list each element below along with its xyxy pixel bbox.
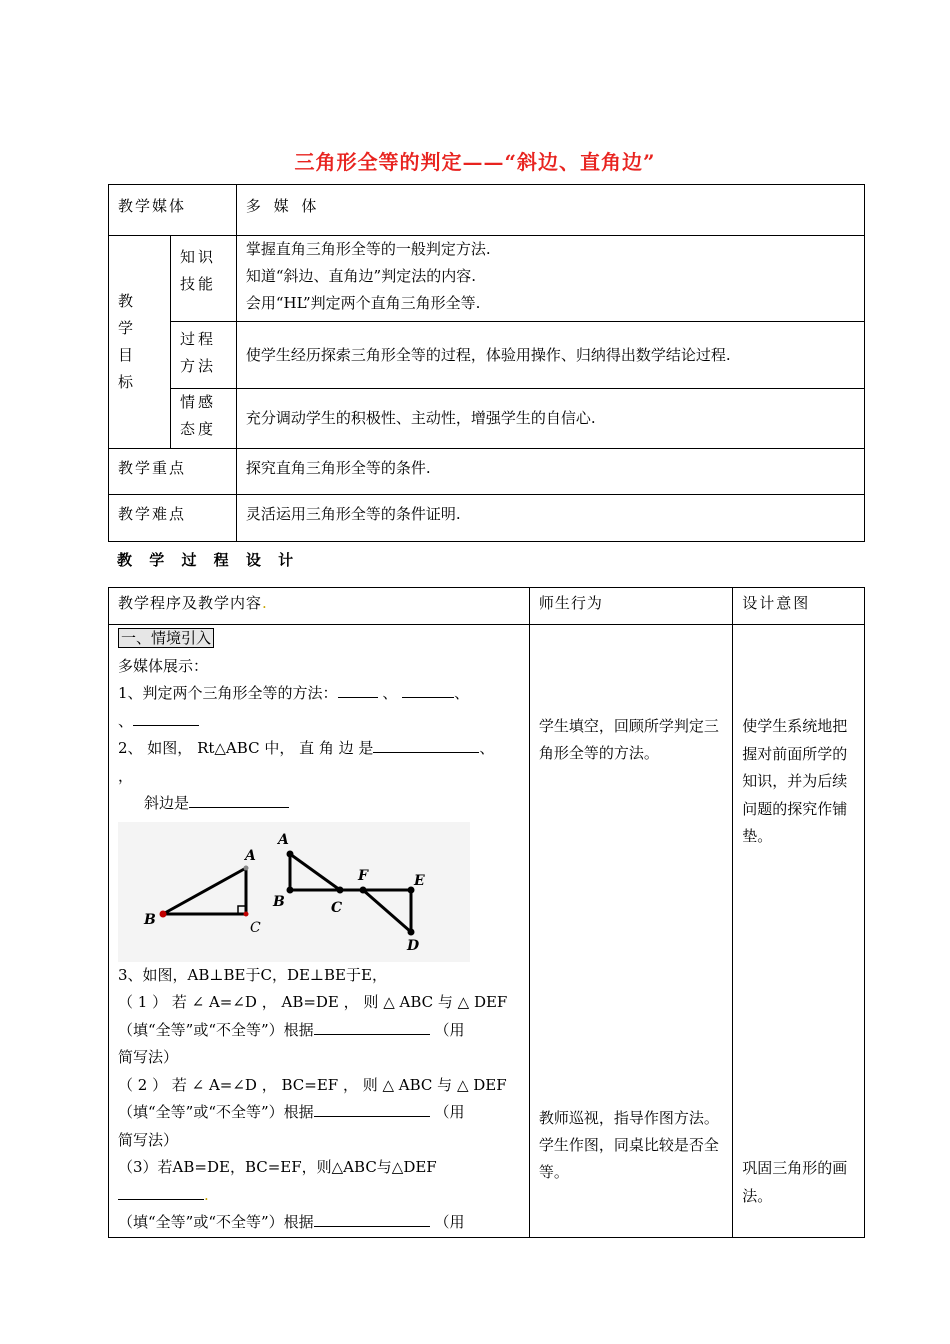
label-e: E [414,872,425,889]
content-line: （填“全等”或“不全等”）根据 （用 [118,1213,465,1231]
process-table [108,587,865,1238]
action-text: 学生填空，回顾所学判定三角形全等的方法。 [538,717,719,762]
point-b2 [287,886,294,893]
label-f: F [358,867,368,884]
intro-label: 一、情境引入 [118,628,214,648]
media-label: 教学媒体 [109,185,237,236]
header-intent: 设计意图 [733,588,865,625]
point-a [244,865,249,870]
content-line: （ 2 ） 若 ∠ A=∠D ， BC=EF ， 则 △ ABC 与 △ DEF [118,1075,507,1094]
header-actions: 师生行为 [529,588,732,625]
point-d [408,928,415,935]
label-a2: A [278,831,289,848]
lesson-info-table [108,184,865,542]
content-cell [109,625,530,1238]
content-line: （3）若AB=DE，BC=EF，则△ABC与△DEF. [118,1158,437,1204]
content-line: 简写法） [118,1130,179,1149]
header-content: 教学程序及教学内容. [109,588,530,625]
content-line: 2、 如图， Rt△ABC 中， 直 角 边 是 、 [118,739,495,757]
label-c: C [250,919,261,936]
goal-process-label: 过程 方法 [170,322,236,389]
label-b2: B [273,893,285,910]
key-point-label: 教学重点 [109,449,237,495]
intent-text: 巩固三角形的画法。 [742,1159,848,1205]
section-heading: 教 学 过 程 设 计 [117,551,300,569]
content-line: （填“全等”或“不全等”）根据 （用 [118,1020,465,1039]
actions-cell [529,625,732,1238]
media-value: 多 媒 体 [236,185,864,236]
point-a2 [287,850,294,857]
point-f [360,886,367,893]
point-c2 [337,886,344,893]
label-c2: C [331,899,343,916]
goal-knowledge-label: 知识 技能 [170,236,236,322]
key-point-value: 探究直角三角形全等的条件. [236,449,864,495]
difficulty-value: 灵活运用三角形全等的条件证明. [236,495,864,542]
label-d: D [407,937,420,954]
content-line: 3、如图，AB⊥BE于C，DE⊥BE于E， [118,965,387,984]
goal-process-content: 使学生经历探索三角形全等的过程，体验用操作、归纳得出数学结论过程. [236,322,864,389]
point-b [160,910,167,917]
content-line: 斜边是 [118,790,520,818]
content-line: 多媒体展示： [118,656,209,675]
action-text: 教师巡视，指导作图方法。学生作图，同桌比较是否全等。 [538,1109,719,1181]
triangle-diagram [118,822,470,962]
goals-label: 教 学 目 标 [109,236,171,449]
page-title: 三角形全等的判定——“斜边、直角边” [294,150,656,174]
goal-attitude-content: 充分调动学生的积极性、主动性，增强学生的自信心. [236,389,864,449]
content-line: 简写法） [118,1048,179,1066]
difficulty-label: 教学难点 [109,495,237,542]
point-c [244,911,249,916]
content-line: （填“全等”或“不全等”）根据 （用 [118,1103,465,1121]
content-line: （ 1 ） 若 ∠ A=∠D ， AB=DE ， 则 △ ABC 与 △ DEF [118,993,508,1011]
goal-knowledge-content: 掌握直角三角形全等的一般判定方法. 知道“斜边、直角边”判定法的内容. 会用“HL”判定两个直角三角形全等. [236,236,864,322]
label-a: A [245,847,256,864]
content-line: ， [118,766,134,785]
intent-text: 使学生系统地把握对前面所学的知识，并为后续问题的探究作铺垫。 [742,717,848,845]
goal-attitude-label: 情感 态度 [170,389,236,449]
intent-cell [733,625,865,1238]
content-line: 、 [118,708,520,736]
label-b: B [144,911,156,928]
content-line: 1、判定两个三角形全等的方法： 、 、 [118,684,470,702]
